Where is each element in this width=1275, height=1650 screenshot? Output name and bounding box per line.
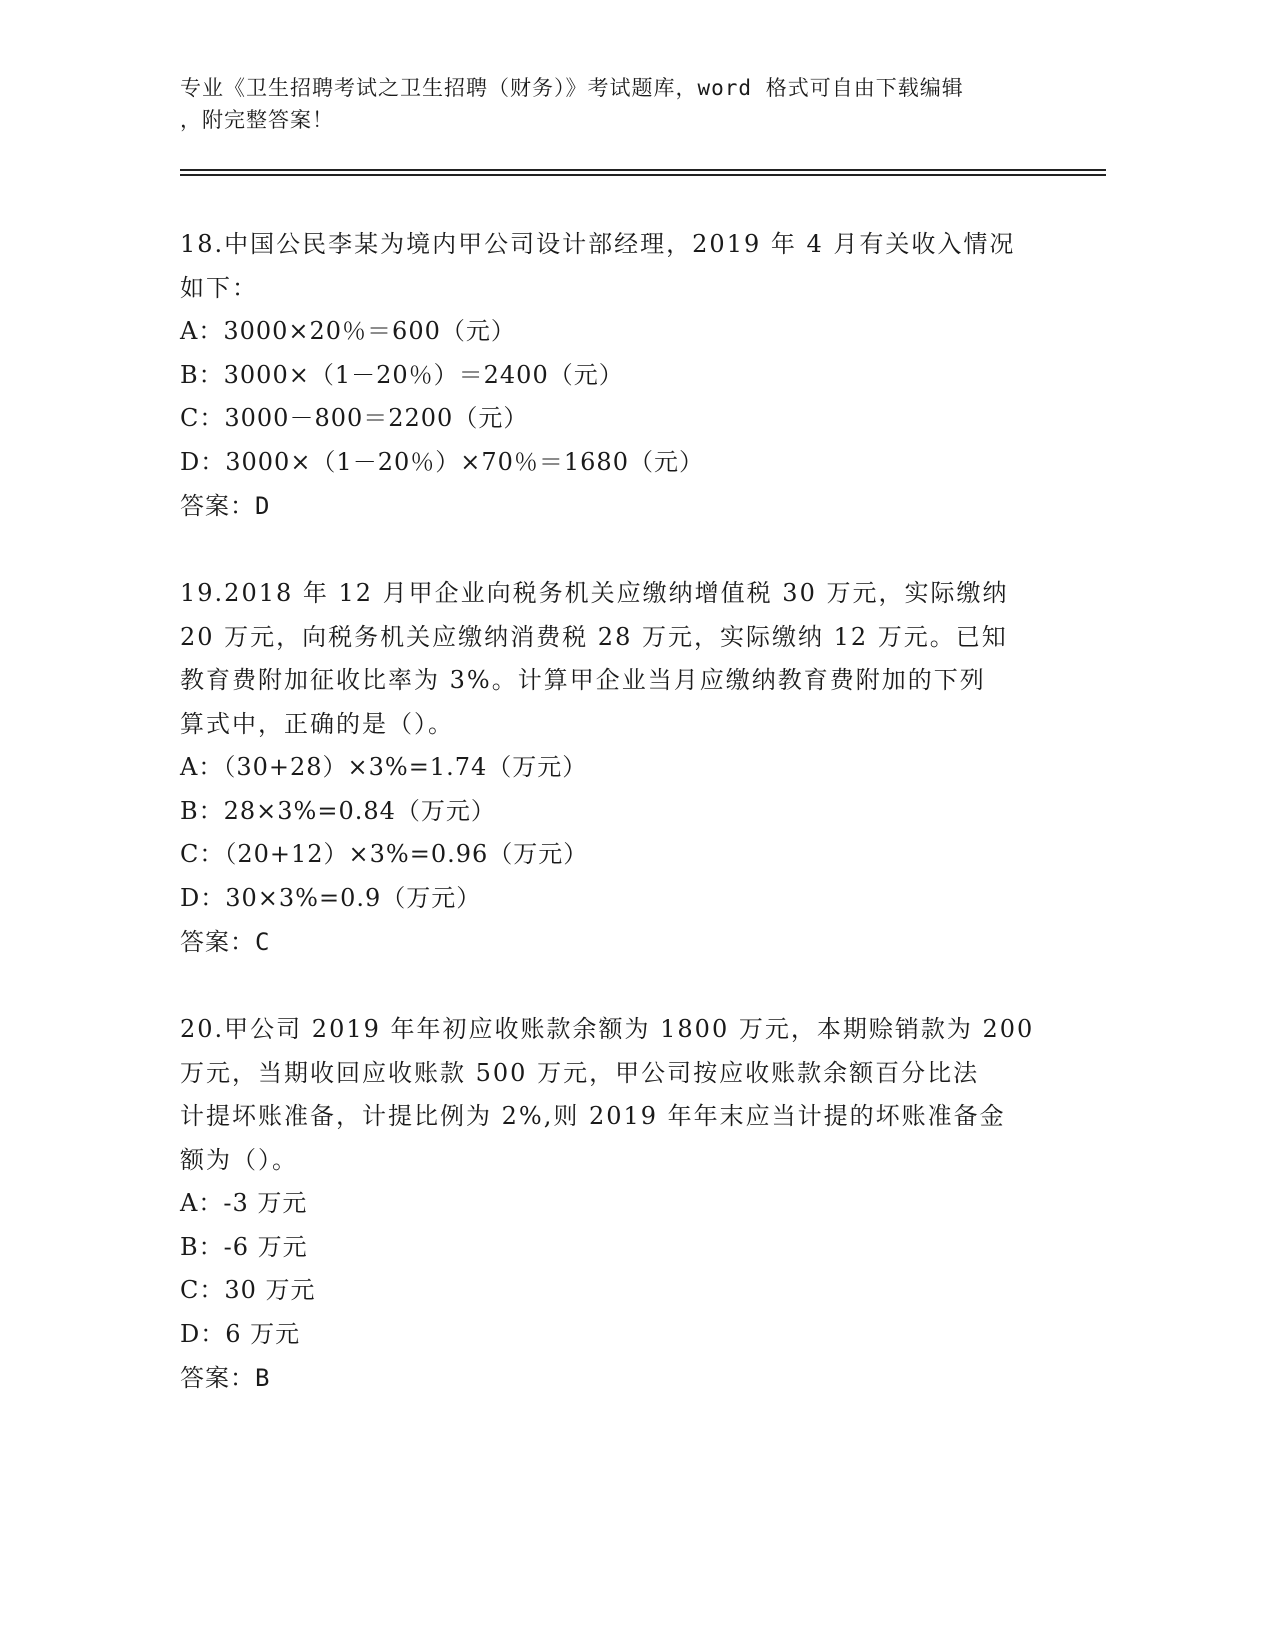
stem-line: 万元，当期收回应收账款 500 万元，甲公司按应收账款余额百分比法 [180, 1058, 980, 1087]
stem-line: 额为（）。 [180, 1145, 298, 1174]
stem-line: 19.2018 年 12 月甲企业向税务机关应缴纳增值税 30 万元，实际缴纳 [180, 579, 1009, 607]
stem-line: 教育费附加征收比率为 3%。计算甲企业当月应缴纳教育费附加的下列 [180, 666, 986, 694]
answer-label: 答案： [180, 1364, 255, 1392]
stem-line: 20 万元，向税务机关应缴纳消费税 28 万元，实际缴纳 12 万元。已知 [180, 622, 1008, 651]
answer-label: 答案： [180, 492, 255, 520]
question-18 [180, 223, 1060, 528]
stem-line: 如下： [180, 273, 258, 302]
answer-value: C [255, 928, 271, 956]
header-divider-bottom [180, 174, 1106, 176]
question-19 [180, 572, 1060, 964]
answer [180, 1356, 1060, 1400]
option-b: B：-6 万元 [180, 1232, 308, 1261]
answer [180, 484, 1060, 528]
option-c: C：（20+12）×3%=0.96（万元） [180, 840, 589, 868]
option-a: A：（30+28）×3%=1.74（万元） [180, 753, 588, 781]
stem-line: 18.中国公民李某为境内甲公司设计部经理，2019 年 4 月有关收入情况 [180, 230, 1016, 258]
option-d: D：3000×（1－20％）×70％＝1680（元） [180, 447, 704, 476]
question-stem [180, 572, 1060, 746]
question-stem [180, 1008, 1060, 1182]
answer-value: B [255, 1364, 271, 1392]
stem-line: 计提坏账准备，计提比例为 2%,则 2019 年年末应当计提的坏账准备金 [180, 1102, 1006, 1130]
stem-line: 算式中，正确的是（）。 [180, 709, 454, 738]
answer [180, 920, 1060, 964]
document-header [180, 72, 1040, 136]
option-c: C：30 万元 [180, 1276, 316, 1304]
question-20 [180, 1008, 1060, 1400]
option-c: C：3000－800＝2200（元） [180, 404, 529, 432]
answer-value: D [255, 492, 271, 520]
option-b: B：28×3%=0.84（万元） [180, 796, 496, 825]
option-b: B：3000×（1－20％）＝2400（元） [180, 360, 624, 389]
option-d: D：6 万元 [180, 1319, 301, 1348]
question-stem [180, 223, 1060, 310]
option-a: A：3000×20％＝600（元） [180, 317, 516, 345]
option-d: D：30×3%=0.9（万元） [180, 883, 482, 912]
option-a: A：-3 万元 [180, 1189, 308, 1217]
header-line-2: ，附完整答案！ [180, 108, 334, 132]
header-line-1: 专业《卫生招聘考试之卫生招聘（财务）》考试题库，word 格式可自由下载编辑 [180, 76, 964, 100]
answer-label: 答案： [180, 928, 255, 956]
header-divider-top [180, 169, 1106, 171]
stem-line: 20.甲公司 2019 年年初应收账款余额为 1800 万元，本期赊销款为 200 [180, 1015, 1035, 1043]
